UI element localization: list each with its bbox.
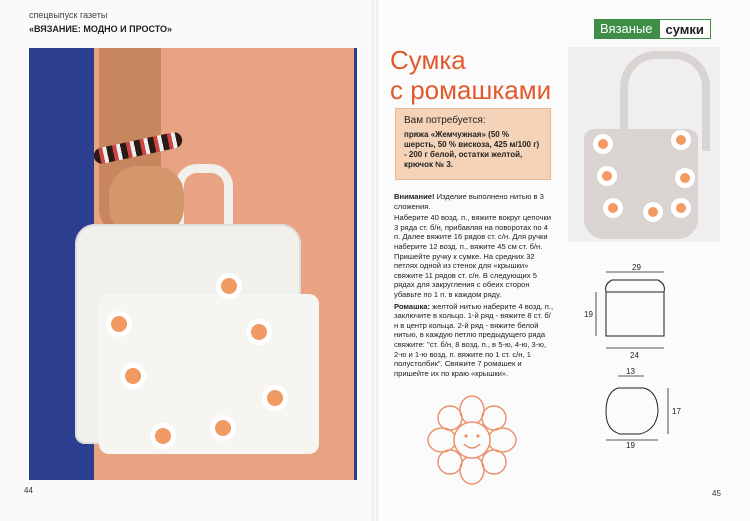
daisy-icon	[155, 428, 171, 444]
flap-pattern-diagram	[584, 366, 694, 450]
title-line-1: Сумка	[390, 45, 466, 75]
bag-pattern-diagram	[584, 262, 694, 366]
daisy-icon	[251, 324, 267, 340]
paragraph-lead: Внимание!	[394, 192, 435, 201]
dimension-side-label: 17	[672, 407, 681, 416]
daisy-icon	[125, 368, 141, 384]
dimension-side-label: 19	[584, 310, 593, 319]
daisy-icon	[267, 390, 283, 406]
daisy-icon	[221, 278, 237, 294]
instruction-paragraph	[394, 302, 554, 379]
instructions-text	[394, 192, 554, 380]
instruction-paragraph	[394, 213, 554, 299]
daisy-icon	[648, 207, 658, 217]
page-title	[390, 45, 551, 105]
daisy-icon	[602, 171, 612, 181]
magazine-header-small: спецвыпуск газеты	[29, 10, 108, 20]
daisy-icon	[111, 316, 127, 332]
section-label-knitted: Вязаные	[594, 19, 659, 39]
section-label	[594, 19, 711, 39]
paragraph-body: желтой нитью наберите 4 возд. п., заключите в кольцо. 1-й ряд - вяжите 8 ст. б/н в центр кольца. 2-й ряд - вяжите белой нитью, в каждую петлю предыдущего ряда свяжите: "ст. б/н, 8 возд. п., в 5-ю, 4-ю, 3-ю, 2-ю и 1-ю возд. п. вяжите по 1 ст. с/н, 1 полустолбик". Свяжите 7 ромашек и пришейте их по краю «крышки».	[394, 301, 554, 378]
paragraph-body: Изделие выполнено нитью в 3 сложения.	[394, 192, 544, 211]
page-number-left: 44	[24, 486, 33, 495]
materials-box	[395, 108, 551, 180]
dimension-bottom-label: 19	[626, 441, 635, 450]
title-line-2: с ромашками	[390, 75, 552, 105]
page-number-right: 45	[712, 489, 721, 498]
pattern-outline	[606, 388, 658, 434]
daisy-icon	[676, 135, 686, 145]
daisy-icon	[680, 173, 690, 183]
page-spine	[372, 0, 378, 521]
instruction-paragraph	[394, 192, 554, 211]
dimension-top-label: 29	[632, 263, 641, 272]
section-label-bags: сумки	[659, 19, 711, 39]
materials-title: Вам потребуется:	[404, 115, 486, 126]
paragraph-body: Наберите 40 возд. п., вяжите вокруг цепочки 3 ряда ст. б/н, прибавляя на поворотах по 4 п. Далее вяжите 16 рядов ст. с/н. Для ручки наберите 12 возд. п., вяжите 45 см ст. б/н. Пришейте ручку к сумке. На средних 32 петлях одной из стенок для «крышки» свяжите 11 рядов ст. с/н. В следующих 5 рядах для закругления с обеих сторон убавьте по 1 п. в каждом ряду.	[394, 213, 552, 299]
dimension-top-label: 13	[626, 367, 635, 376]
daisy-icon	[215, 420, 231, 436]
daisy-icon	[608, 203, 618, 213]
paragraph-lead: Ромашка:	[394, 301, 431, 311]
pattern-curve	[606, 280, 665, 292]
daisy-illustration-icon	[426, 394, 518, 486]
main-photo	[29, 48, 357, 480]
bag-photo	[568, 47, 720, 242]
magazine-header-title: «ВЯЗАНИЕ: МОДНО И ПРОСТО»	[29, 24, 173, 34]
pattern-outline	[606, 292, 664, 336]
daisy-icon	[676, 203, 686, 213]
dimension-bottom-label: 24	[630, 351, 639, 360]
materials-text: пряжа «Жемчужная» (50 % шерсть, 50 % вискоза, 425 м/100 г) - 200 г белой, остатки желтой, крючок № 3.	[404, 130, 540, 169]
daisy-icon	[598, 139, 608, 149]
